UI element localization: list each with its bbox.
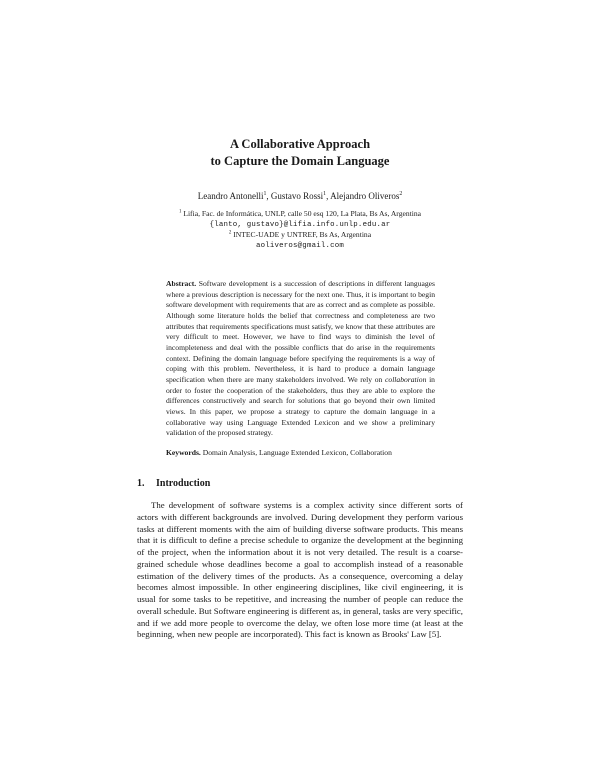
author-1-affil: 1 [263, 191, 267, 197]
affiliation-1-text: Lifia, Fac. de Informática, UNLP, calle 50 esq 120, La Plata, Bs As, Argentina [183, 209, 422, 218]
abstract-italic-term: collaboration [385, 374, 427, 384]
title-line-1: A Collaborative Approach [229, 137, 371, 151]
affiliation-2-text: INTEC-UADE y UNTREF, Bs As, Argentina [233, 230, 372, 239]
title-line-2: to Capture the Domain Language [210, 154, 390, 168]
affiliation-1-marker: 1 [178, 209, 182, 215]
affiliation-2-email: aoliveros@gmail.com [255, 241, 345, 250]
author-1: Leandro Antonelli [197, 191, 264, 201]
affiliation-1 [0, 209, 600, 220]
affiliation-1-emails: {lanto, gustavo}@lifia.info.unlp.edu.ar [209, 220, 391, 229]
abstract [166, 279, 435, 439]
abstract-text-2: in order to foster the cooperation of the stakeholders, thus they are able to explore the differences constructively and search for solutions that go beyond their own limited views. In this paper, we propose a strategy to capture the domain language in a collaborative way using Language Extended Lexicon and we show a preliminary validation of the proposed strategy. [166, 374, 435, 438]
section-number: 1. [137, 478, 145, 489]
section-title: Introduction [156, 478, 211, 489]
affiliation-2 [0, 230, 600, 241]
affiliation-2-marker: 2 [228, 230, 232, 236]
keywords-label: Keywords. [166, 448, 201, 457]
abstract-text-1: Software development is a succession of descriptions in different languages where a previous description is necessary for the next one. Thus, it is important to begin software development with requirements that are as correct and as complete as possible. Although some literature holds the belief that correctness and completeness are two attributes that requirements specifications must satisfy, we know that these attributes are very difficult to meet. However, we have to find ways to diminish the level of incompleteness and deal with the possible conflicts that do arise in the requirements context. Defining the domain language before specifying the requirements is a way of coping with this problem. Nevertheless, it is hard to produce a domain language specification when there are many stakeholders involved. We rely on [166, 279, 435, 384]
author-list: Leandro Antonelli$^1$, Gustavo Rossi$^1$, Alejandro Oliveros$^2$ [197, 191, 403, 201]
author-2-affil: 1 [323, 191, 327, 197]
section-paragraph: The development of software systems is a complex activity since different sorts of actors with different backgrounds are involved. During development they perform various tasks at different moments with the aim of building diverse software products. This means that it is difficult to define a precise schedule to organize the development at the beginning of the project, when the information about it is not very detailed. The result is a coarse-grained schedule whose deadlines become a goal to accomplish instead of a reasonable estimation of the delivery times of the products. As a consequence, overcoming a delay becomes almost impossible. In other engineering disciplines, like civil engineering, it is usual for some tasks to be repetitive, and increasing the number of people can reduce the overall schedule. But Software engineering is different as, in general, tasks are very specific, and if we add more people to overcome the delay, we often lose more time (at least at the beginning, when new people are incorporated). This fact is known as Brooks' Law [5]. [137, 500, 463, 640]
keywords [166, 448, 435, 459]
author-3: Alejandro Oliveros [330, 191, 400, 201]
keywords-text: Domain Analysis, Language Extended Lexicon, Collaboration [202, 448, 392, 457]
section-heading [137, 477, 210, 490]
abstract-label: Abstract. [166, 279, 197, 288]
author-3-affil: 2 [399, 191, 403, 197]
affiliations [0, 209, 600, 251]
author-2: Gustavo Rossi [270, 191, 324, 201]
paper-title [0, 136, 600, 170]
